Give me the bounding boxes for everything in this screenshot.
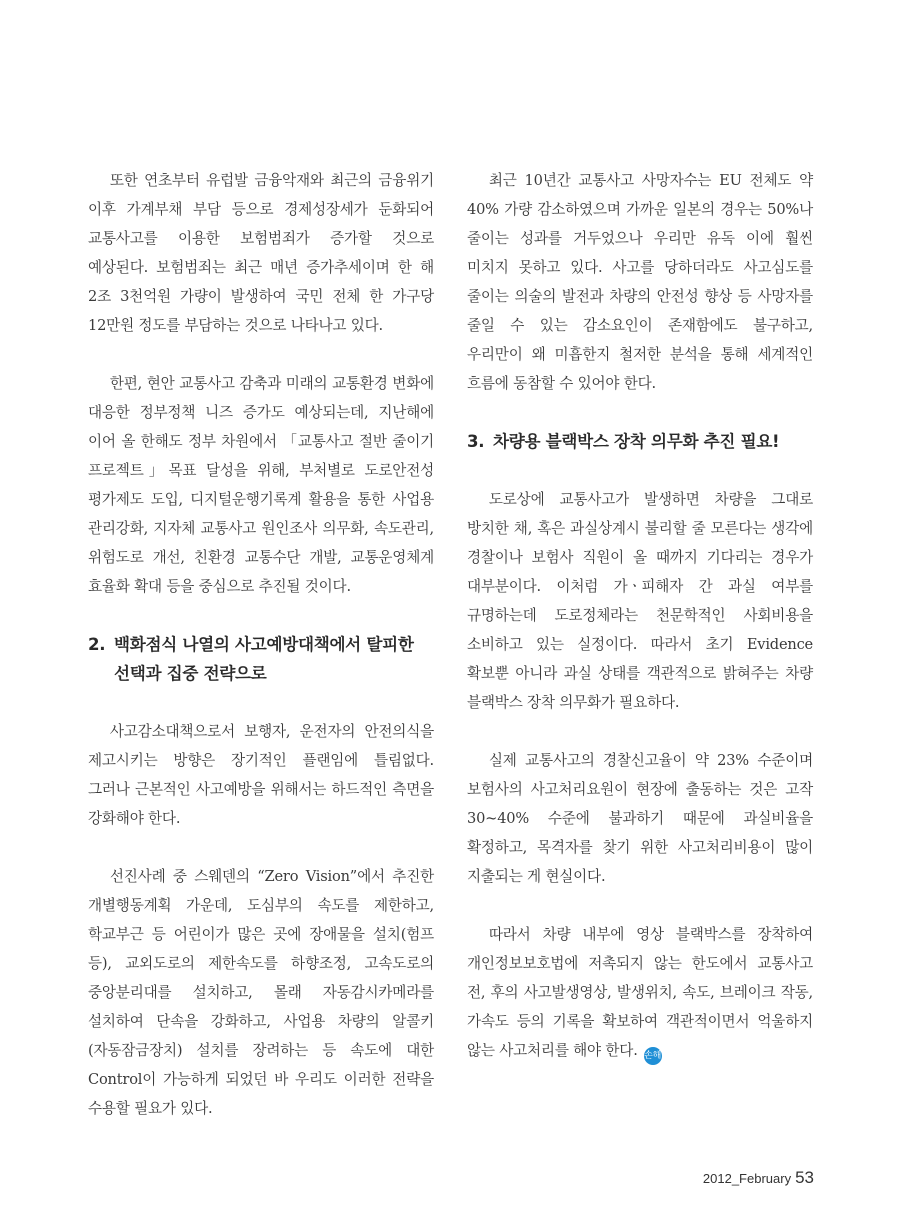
section-title: 백화점식 나열의 사고예방대책에서 탈피한 선택과 집중 전략으로: [114, 635, 414, 683]
paragraph: 또한 연초부터 유럽발 금융악재와 최근의 금융위기 이후 가계부채 부담 등으로 경제성장세가 둔화되어 교통사고를 이용한 보험범죄가 증가할 것으로 예상된다. 보험범죄는 최근 매년 증가추세이며 한 해 2조 3천억원 가량이 발생하여 국민 전체 한 가구당 12만원 정도를 부담하는 것으로 나타나고 있다.: [88, 172, 434, 334]
section-heading-2: [88, 630, 434, 688]
paragraph: 실제 교통사고의 경찰신고율이 약 23% 수준이며 보험사의 사고처리요원이 현장에 출동하는 것은 고작 30~40% 수준에 불과하기 때문에 과실비율을 확정하고, 목격자를 찾기 위한 사고처리비용이 많이 지출되는 게 현실이다.: [467, 752, 813, 885]
article-end-mark-icon: 손해: [644, 1047, 662, 1065]
right-column: [467, 166, 813, 1094]
section-number: 3.: [467, 432, 485, 451]
section-title: 차량용 블랙박스 장착 의무화 추진 필요!: [493, 432, 780, 451]
paragraph: 선진사례 중 스웨덴의 “Zero Vision”에서 추진한 개별행동계획 가운데, 도심부의 속도를 제한하고, 학교부근 등 어린이가 많은 곳에 장애물을 설치(험프 등), 교외도로의 제한속도를 하향조정, 고속도로의 중앙분리대를 설치하고, 몰래 자동감시카메라를 설치하여 단속을 강화하고, 사업용 차량의 알콜키(자동잠금장치) 설치를 장려하는 등 속도에 대한 Control이 가능하게 되었던 바 우리도 이러한 전략을 수용할 필요가 있다.: [88, 868, 434, 1117]
issue-label: 2012_February: [702, 1171, 792, 1186]
paragraph: 사고감소대책으로서 보행자, 운전자의 안전의식을 제고시키는 방향은 장기적인 플랜임에 틀림없다. 그러나 근본적인 사고예방을 위해서는 하드적인 측면을 강화해야 한다.: [88, 723, 434, 827]
left-column: [88, 166, 434, 1152]
section-number: 2.: [88, 635, 106, 654]
paragraph: 최근 10년간 교통사고 사망자수는 EU 전체도 약 40% 가량 감소하였으며 가까운 일본의 경우는 50%나 줄이는 성과를 거두었으나 우리만 유독 이에 훨씬 미치지 못하고 있다. 사고를 당하더라도 사고심도를 줄이는 의술의 발전과 차량의 안전성 향상 등 사망자를 줄일 수 있는 감소요인이 존재함에도 불구하고, 우리만이 왜 미흡한지 철저한 분석을 통해 세계적인 흐름에 동참할 수 있어야 한다.: [467, 172, 813, 392]
paragraph: 도로상에 교통사고가 발생하면 차량을 그대로 방치한 채, 혹은 과실상계시 불리할 줄 모른다는 생각에 경찰이나 보험사 직원이 올 때까지 기다리는 경우가 대부분이다. 이처럼 가ㆍ피해자 간 과실 여부를 규명하는데 도로정체라는 천문학적인 사회비용을 소비하고 있는 실정이다. 따라서 초기 Evidence 확보뿐 아니라 과실 상태를 객관적으로 밝혀주는 차량 블랙박스 장착 의무화가 필요하다.: [467, 491, 813, 711]
section-heading-3: [467, 427, 813, 456]
page-number: 53: [795, 1168, 814, 1187]
paragraph-text: 따라서 차량 내부에 영상 블랙박스를 장착하여 개인정보보호법에 저촉되지 않는 한도에서 교통사고 전, 후의 사고발생영상, 발생위치, 속도, 브레이크 작동, 가속도 등의 기록을 확보하여 객관적이면서 억울하지 않는 사고처리를 해야 한다.: [467, 926, 813, 1059]
paragraph: 한편, 현안 교통사고 감축과 미래의 교통환경 변화에 대응한 정부정책 니즈 증가도 예상되는데, 지난해에 이어 올 한해도 정부 차원에서 「교통사고 절반 줄이기 프로젝트」목표 달성을 위해, 부처별로 도로안전성 평가제도 도입, 디지털운행기록계 활용을 통한 사업용 관리강화, 지자체 교통사고 원인조사 의무화, 속도관리, 위험도로 개선, 친환경 교통수단 개발, 교통운영체계 효율화 확대 등을 중심으로 추진될 것이다.: [88, 375, 434, 595]
page-footer: [703, 1168, 814, 1188]
paragraph: [467, 920, 813, 1065]
